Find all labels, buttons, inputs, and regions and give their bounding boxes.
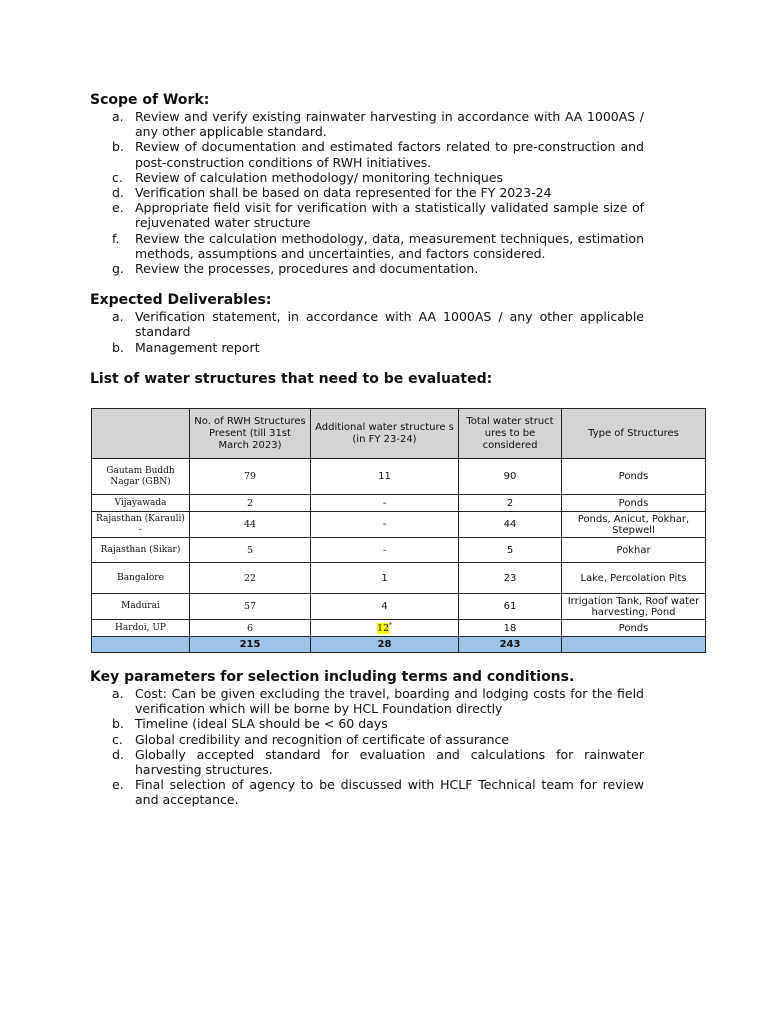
deliverables-section [90,292,644,355]
list-item [90,732,644,747]
list-item [90,109,644,139]
cell-total: 23 [459,563,562,594]
list-item [90,200,644,230]
table-row [92,495,706,512]
scope-heading: Scope of Work: [90,92,210,108]
cell-location: Gautam Buddh Nagar (GBN) [92,459,190,495]
list-item [90,185,644,200]
cell-location: Vijayawada [92,495,190,512]
column-header-type: Type of Structures [562,409,706,459]
cell-location: Rajasthan (Sikar) [92,538,190,563]
deliverables-list [90,309,644,355]
cell-additional: - [311,512,459,538]
list-marker: a. [112,309,124,325]
cell-present: 79 [190,459,311,495]
list-marker: g. [112,261,124,277]
list-item [90,261,644,276]
list-marker: b. [112,139,124,155]
list-marker: e. [112,777,124,793]
cell-additional: 4 [311,594,459,620]
table-row [92,563,706,594]
list-item [90,139,644,169]
cell-total: 2 [459,495,562,512]
cell-total-total: 243 [459,637,562,653]
cell-present: 5 [190,538,311,563]
water-structures-table [91,408,706,653]
list-item-text: Review the processes, procedures and documentation. [135,261,479,277]
scope-of-work-section [90,92,644,276]
list-marker: d. [112,185,124,201]
list-marker: d. [112,746,124,762]
cell-location: Rajasthan (Karauli) - [92,512,190,538]
list-item-text: Global credibility and recognition of certificate of assurance [135,731,510,747]
cell-present: 44 [190,512,311,538]
list-item [90,686,644,716]
list-marker: b. [112,716,124,732]
list-item-text: Verification shall be based on data represented for the FY 2023-24 [135,185,552,201]
list-marker: e. [112,200,124,216]
list-item [90,777,644,807]
cell-present: 2 [190,495,311,512]
footnote-mark: * [389,621,393,629]
structures-heading: List of water structures that need to be evaluated: [90,370,493,387]
cell-type: Ponds [562,459,706,495]
cell-type: Irrigation Tank, Roof water harvesting, Pond [562,594,706,620]
list-item-text: Appropriate field visit for verification with a statistically validated sample size of rejuvenated water structure [135,200,644,231]
cell-location: Bangalore [92,563,190,594]
cell-total: 5 [459,538,562,563]
column-header-present: No. of RWH Structures Present (till 31st March 2023) [190,409,311,459]
table-total-row [92,637,706,653]
cell-additional: 11 [311,459,459,495]
key-parameters-heading: Key parameters for selection including terms and conditions. [90,669,575,685]
table-row [92,620,706,637]
cell-additional [311,620,459,637]
list-item [90,716,644,731]
list-marker: b. [112,339,124,355]
cell-additional: 1 [311,563,459,594]
cell-type: Lake, Percolation Pits [562,563,706,594]
table-row [92,594,706,620]
table-header-row [92,409,706,459]
cell-total: 61 [459,594,562,620]
list-item [90,747,644,777]
highlighted-value: 12 [376,623,390,635]
list-item [90,170,644,185]
scope-list [90,109,644,276]
cell-total: 44 [459,512,562,538]
cell-present: 22 [190,563,311,594]
cell-type: Ponds [562,620,706,637]
list-marker: f. [112,230,120,246]
column-header-additional: Additional water structure s (in FY 23-24) [311,409,459,459]
list-marker: a. [112,686,124,701]
table-row [92,512,706,538]
cell-total-label [92,637,190,653]
cell-present: 57 [190,594,311,620]
cell-present: 6 [190,620,311,637]
column-header-location [92,409,190,459]
cell-additional: - [311,538,459,563]
list-item-text: Timeline (ideal SLA should be < 60 days [135,716,388,732]
cell-location: Hardoi, UP [92,620,190,637]
cell-additional: - [311,495,459,512]
list-marker: c. [112,731,123,747]
list-item [90,340,644,355]
list-item [90,231,644,261]
list-item-text: Globally accepted standard for evaluation and calculations for rainwater harvesting structures. [135,746,644,778]
cell-type: Pokhar [562,538,706,563]
key-parameters-list [90,686,644,808]
list-marker: a. [112,109,124,124]
cell-location: Madurai [92,594,190,620]
table-row [92,459,706,495]
list-item-text: Management report [135,339,260,355]
cell-total-additional: 28 [311,637,459,653]
list-marker: c. [112,169,123,185]
list-item [90,309,644,339]
list-item-text: Review of documentation and estimated factors related to pre-construction and post-construction conditions of RWH initiatives. [135,139,644,170]
list-item-text: Final selection of agency to be discussed with HCLF Technical team for review and acceptance. [135,777,644,808]
cell-total-type [562,637,706,653]
cell-type: Ponds [562,495,706,512]
list-item-text: Review of calculation methodology/ monitoring techniques [135,169,504,185]
table-row [92,538,706,563]
column-header-total: Total water struct ures to be considered [459,409,562,459]
list-item-text: Verification statement, in accordance with AA 1000AS / any other applicable standard [135,309,644,340]
cell-total-present: 215 [190,637,311,653]
cell-total: 90 [459,459,562,495]
list-item-text: Review the calculation methodology, data, measurement techniques, estimation methods, assumptions and uncertainties, and factors considered. [135,230,644,261]
cell-total: 18 [459,620,562,637]
document-body [90,92,644,406]
list-item-text: Review and verify existing rainwater harvesting in accordance with AA 1000AS / any other applicable standard. [135,109,644,140]
list-item-text: Cost: Can be given excluding the travel, boarding and lodging costs for the field verification which will be borne by HCL Foundation directly [135,686,644,717]
deliverables-heading: Expected Deliverables: [90,292,272,309]
key-parameters-section [90,669,644,808]
cell-type: Ponds, Anicut, Pokhar, Stepwell [562,512,706,538]
